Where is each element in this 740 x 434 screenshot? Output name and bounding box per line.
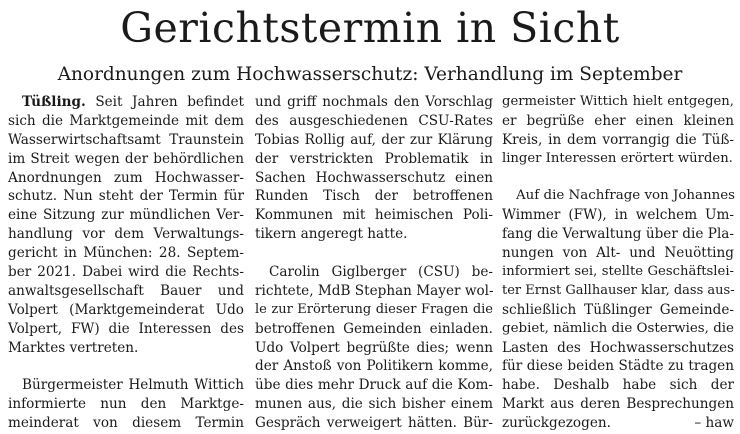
text-line: meinderat von diesem Termin (8, 415, 244, 432)
text-line: Bürgermeister Helmuth Wittich (22, 377, 244, 394)
text-line-last (502, 414, 734, 433)
text-line: Auf die Nachfrage von Johannes (516, 188, 736, 204)
text-line: germeister Wittich hielt entgegen, (502, 94, 734, 109)
text-line: tikern angeregt hatte. (255, 226, 408, 243)
text-line: Volpert (Marktgemeinderat Udo (8, 301, 244, 318)
text-line: Anordnungen zum Hochwasser- (8, 169, 244, 186)
text-line: Kreis, in dem vorrangig die Tüß- (502, 131, 734, 148)
text-column-3 (502, 93, 734, 433)
text-line: Gespräch verweigert hätten. Bür- (255, 415, 493, 432)
text-line: für diese beiden Städte zu tragen (502, 358, 734, 375)
text-line: richtete, MdB Stephan Mayer wol- (255, 282, 494, 299)
text-line: eine Sitzung zur mündlichen Ver- (8, 207, 244, 224)
text-line: Lasten des Hochwasserschutzes (502, 339, 734, 356)
paragraph-gap (8, 357, 244, 376)
paragraph-gap (255, 244, 493, 263)
text-line: nungen von Alt- und Neuötting (502, 245, 734, 262)
text-line: und griff nochmals den Vorschlag (255, 94, 493, 110)
text-line: Carolin Giglberger (CSU) be- (269, 264, 493, 281)
text-line: Runden Tisch der betroffenen (255, 188, 493, 205)
text-line: Wimmer (FW), in welchem Um- (502, 207, 734, 224)
text-line: betroffenen Gemeinden einladen. (255, 320, 493, 337)
text-line: der verstrickten Problematik in (255, 150, 493, 167)
text-line: im Streit wegen der behördlichen (8, 150, 244, 167)
author-signature: – haw (694, 415, 734, 432)
text-line-content: Seit Jahren befindet (95, 94, 244, 110)
article-subheadline: Anordnungen zum Hochwasserschutz: Verhandlung im September (57, 64, 683, 85)
dateline: Tüßling. (22, 94, 86, 110)
text-line: er begrüße eher einen kleinen (502, 112, 734, 129)
text-line: anwaltsgesellschaft Bauer und (8, 282, 244, 299)
text-line: Kommunen mit heimischen Poli- (255, 207, 493, 224)
text-line: des ausgeschiedenen CSU-Rates (255, 112, 493, 129)
text-line: ter Ernst Gallhauser klar, dass aus- (502, 282, 735, 298)
text-line: linger Interessen erörtert würden. (502, 150, 733, 166)
text-line: Wasserwirtschaftsamt Traunstein (8, 131, 244, 148)
text-line: gebiet, nämlich die Osterwies, die (502, 320, 734, 336)
text-line: le zur Erörterung dieser Fragen die (255, 301, 493, 317)
text-line: Markt aus deren Besprechungen (502, 396, 734, 413)
text-line (8, 93, 244, 112)
article-headline: Gerichtstermin in Sicht (120, 4, 620, 52)
text-line: informiert sei, stellte Geschäftslei- (502, 264, 734, 280)
text-line: der Anstoß von Politikern komme, (255, 358, 493, 375)
text-line: Tobias Rollig auf, der zur Klärung (255, 131, 493, 148)
text-line: handlung vor dem Verwaltungs- (8, 226, 244, 243)
text-line: schließlich Tüßlinger Gemeinde- (502, 301, 734, 318)
text-line: habe. Deshalb habe sich der (502, 377, 734, 394)
text-line: munen aus, die sich bisher einem (255, 396, 493, 413)
text-column-2 (255, 93, 493, 433)
text-line: fang die Verwaltung über die Pla- (502, 226, 734, 243)
text-line: sich die Marktgemeinde mit dem (8, 112, 244, 129)
text-line: gericht in München: 28. Septem- (8, 245, 244, 262)
paragraph-gap (502, 169, 734, 188)
text-line: Sachen Hochwasserschutz einen (255, 169, 493, 186)
text-line: Udo Volpert begrüßte dies; wenn (255, 339, 493, 356)
text-line: Volpert, FW) die Interessen des (8, 320, 244, 337)
text-column-1 (8, 93, 244, 433)
text-line: Marktes vertreten. (8, 339, 139, 356)
text-line: schutz. Nun steht der Termin für (8, 188, 244, 205)
text-line: übe dies mehr Druck auf die Kom- (255, 377, 493, 394)
text-line: ber 2021. Dabei wird die Rechts- (8, 264, 244, 281)
text-line: informierte nun den Marktge- (8, 396, 244, 413)
text-line-content: zurückgezogen. (502, 415, 611, 432)
